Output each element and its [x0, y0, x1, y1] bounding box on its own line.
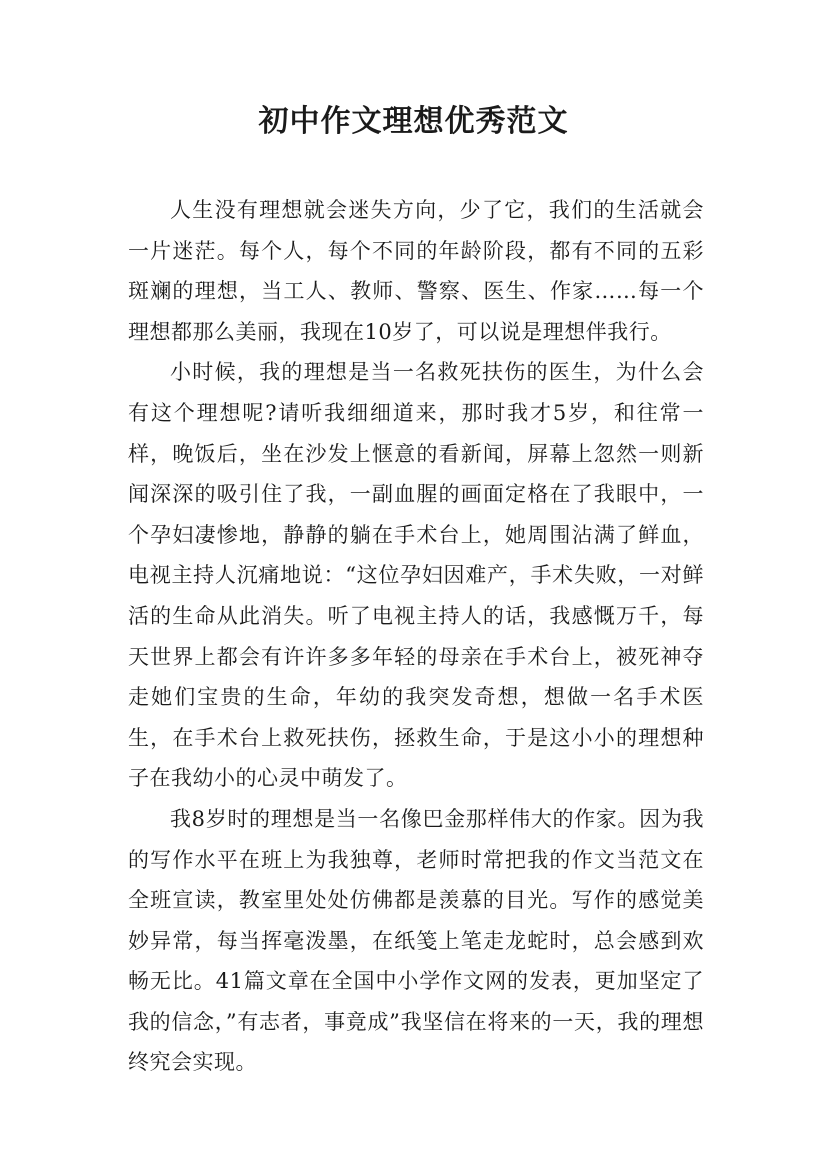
document-body — [128, 190, 704, 1083]
paragraph-3: 我8岁时的理想是当一名像巴金那样伟大的作家。因为我的写作水平在班上为我独尊，老师时常把我的作文当范文在全班宣读，教室里处处仿佛都是羡慕的目光。写作的感觉美妙异常，每当挥毫泼墨，在纸笺上笔走龙蛇时，总会感到欢畅无比。41篇文章在全国中小学作文网的发表，更加坚定了我的信念，”有志者，事竟成”我坚信在将来的一天，我的理想终究会实现。 — [128, 806, 704, 1075]
paragraph-2: 小时候，我的理想是当一名救死扶伤的医生，为什么会有这个理想呢?请听我细细道来，那时我才5岁，和往常一样，晚饭后，坐在沙发上惬意的看新闻，屏幕上忽然一则新闻深深的吸引住了我，一副血腥的画面定格在了我眼中，一个孕妇凄惨地，静静的躺在手术台上，她周围沾满了鲜血，电视主持人沉痛地说：“这位孕妇因难产，手术失败，一对鲜活的生命从此消失。听了电视主持人的话，我感慨万千，每天世界上都会有许许多多年轻的母亲在手术台上，被死神夺走她们宝贵的生命，年幼的我突发奇想，想做一名手术医生，在手术台上救死扶伤，拯救生命，于是这小小的理想种子在我幼小的心灵中萌发了。 — [128, 360, 704, 791]
document-title: 初中作文理想优秀范文 — [258, 104, 569, 139]
paragraph-1: 人生没有理想就会迷失方向，少了它，我们的生活就会一片迷茫。每个人，每个不同的年龄阶段，都有不同的五彩斑斓的理想，当工人、教师、警察、医生、作家……每一个理想都那么美丽，我现在10岁了，可以说是理想伴我行。 — [128, 198, 704, 344]
